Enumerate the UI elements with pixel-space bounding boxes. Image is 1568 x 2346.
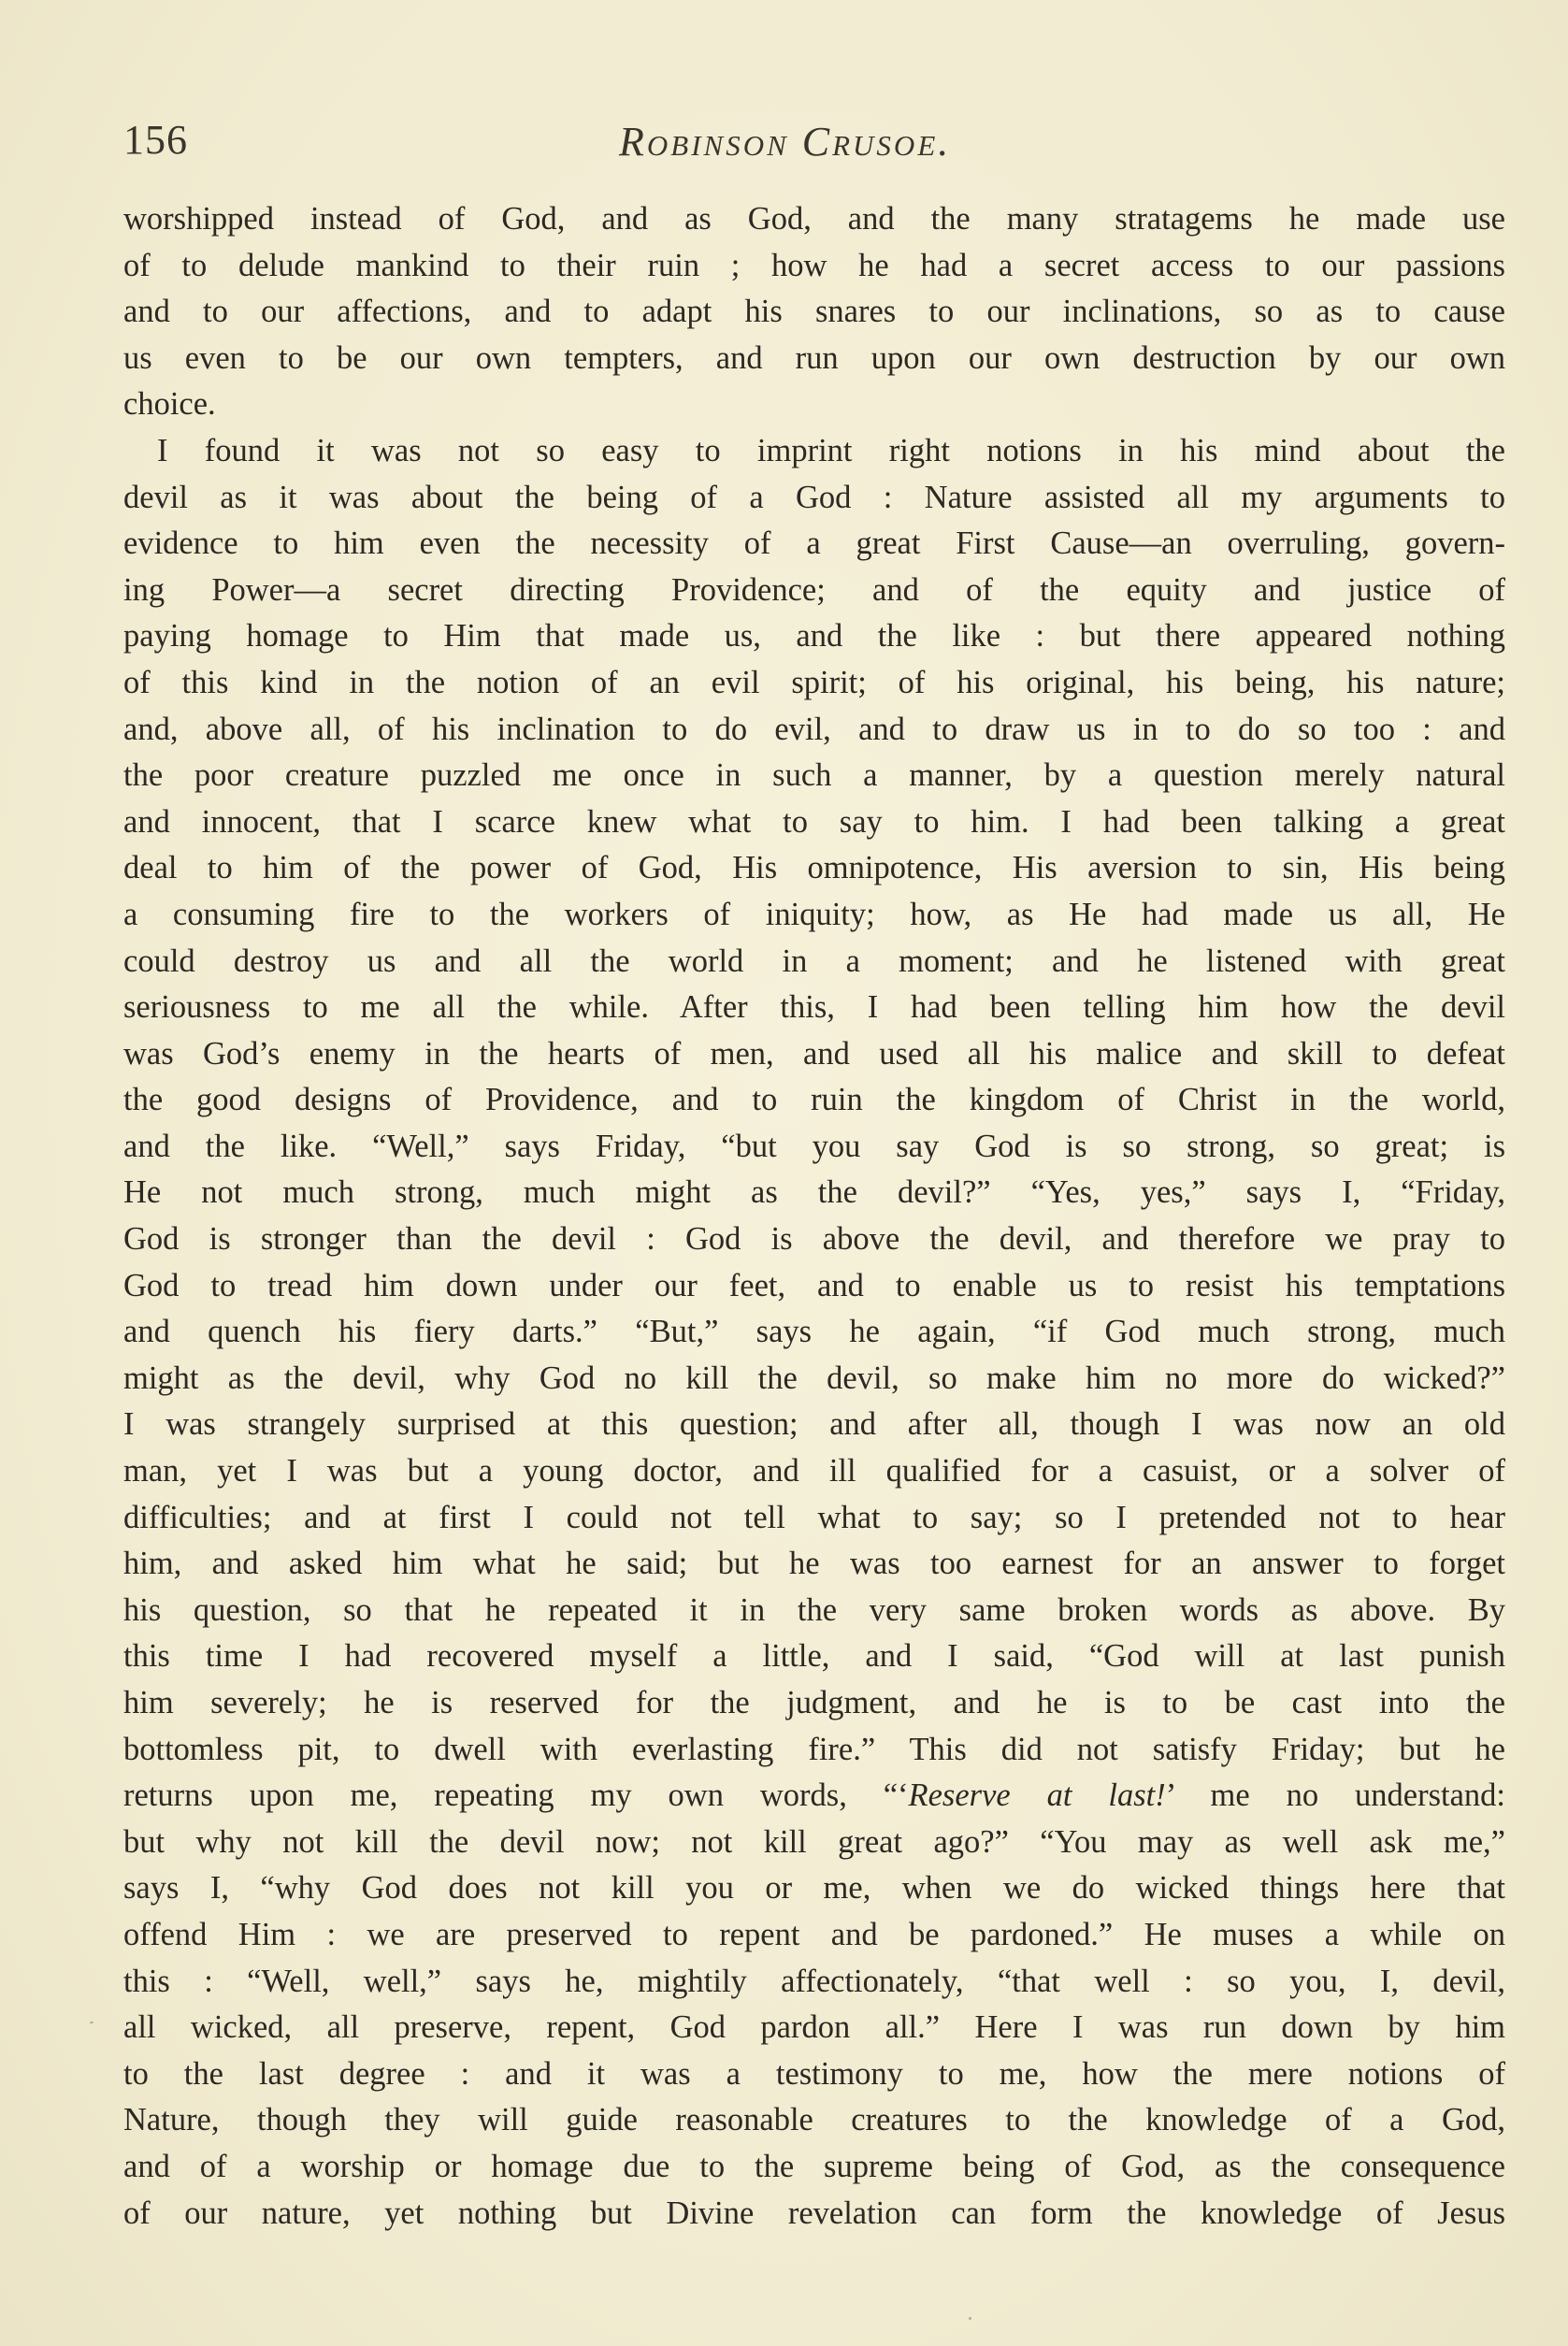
text-line: and the like. “Well,” says Friday, “but you say God is so strong, so great; is bbox=[123, 1128, 1505, 1164]
page-number: 156 bbox=[123, 117, 188, 163]
text-line: a consuming fire to the workers of iniquity; how, as He had made us all, He bbox=[123, 896, 1505, 932]
text-line: to the last degree : and it was a testimony to me, how the mere notions of bbox=[123, 2055, 1505, 2092]
text-line: difficulties; and at first I could not tell what to say; so I pretended not to hear bbox=[123, 1499, 1505, 1535]
text-line: seriousness to me all the while. After this, I had been telling him how the devil bbox=[123, 989, 1505, 1026]
text-line: this : “Well, well,” says he, mightily affectionately, “that well : so you, I, devil, bbox=[123, 1963, 1505, 1999]
text-line: was God’s enemy in the hearts of men, and used all his malice and skill to defeat bbox=[123, 1035, 1505, 1072]
text-line: the poor creature puzzled me once in such a manner, by a question merely natural bbox=[123, 757, 1505, 794]
paper-speck bbox=[90, 2022, 94, 2023]
text-line: Nature, though they will guide reasonable creatures to the knowledge of a God, bbox=[123, 2102, 1505, 2138]
body-text bbox=[123, 196, 1505, 2237]
text-line: worshipped instead of God, and as God, and the many stratagems he made use bbox=[123, 201, 1505, 237]
text-line: of our nature, yet nothing but Divine revelation can form the knowledge of Jesus bbox=[123, 2195, 1505, 2231]
text-line: God is stronger than the devil : God is above the devil, and therefore we pray to bbox=[123, 1221, 1505, 1258]
text-line: could destroy us and all the world in a moment; and he listened with great bbox=[123, 943, 1505, 979]
text-line: and quench his fiery darts.” “But,” says he again, “if God much strong, much bbox=[123, 1314, 1505, 1350]
text-line: but why not kill the devil now; not kill great ago?” “You may as well ask me,” bbox=[123, 1823, 1505, 1860]
text-line: ing Power—a secret directing Providence; and of the equity and justice of bbox=[123, 571, 1505, 608]
text-line: I found it was not so easy to imprint right notions in his mind about the bbox=[157, 432, 1505, 468]
text-line: says I, “why God does not kill you or me, when we do wicked things here that bbox=[123, 1870, 1505, 1907]
text-line: of this kind in the notion of an evil spirit; of his original, his being, his nature; bbox=[123, 664, 1505, 700]
text-line: choice. bbox=[123, 386, 216, 423]
text-line: him severely; he is reserved for the judgment, and he is to be cast into the bbox=[123, 1685, 1505, 1720]
text-line: might as the devil, why God no kill the devil, so make him no more do wicked?” bbox=[123, 1360, 1505, 1396]
text-line: devil as it was about the being of a God : Nature assisted all my arguments to bbox=[123, 479, 1505, 515]
text-line: deal to him of the power of God, His omnipotence, His aversion to sin, His being bbox=[123, 850, 1505, 886]
text-line: us even to be our own tempters, and run upon our own destruction by our own bbox=[123, 339, 1505, 376]
text-line: paying homage to Him that made us, and the like : but there appeared nothing bbox=[123, 618, 1505, 655]
running-title: Robinson Crusoe. bbox=[619, 119, 952, 165]
text-line: I was strangely surprised at this question; and after all, though I was now an old bbox=[123, 1406, 1505, 1443]
text-line: returns upon me, repeating my own words, “‘Reserve at last!’ me no understand: bbox=[123, 1777, 1505, 1814]
text-line: him, and asked him what he said; but he was too earnest for an answer to forget bbox=[123, 1546, 1505, 1582]
page-header bbox=[123, 105, 1507, 170]
text-line: evidence to him even the necessity of a great First Cause—an overruling, govern- bbox=[123, 525, 1505, 562]
text-line: bottomless pit, to dwell with everlasting fire.” This did not satisfy Friday; but he bbox=[123, 1731, 1505, 1767]
text-line: the good designs of Providence, and to ruin the kingdom of Christ in the world, bbox=[123, 1082, 1505, 1118]
text-line: and of a worship or homage due to the supreme being of God, as the consequence bbox=[123, 2148, 1505, 2184]
text-line: his question, so that he repeated it in the very same broken words as above. By bbox=[123, 1591, 1505, 1628]
text-line: He not much strong, much might as the devil?” “Yes, yes,” says I, “Friday, bbox=[123, 1174, 1505, 1211]
text-line: of to delude mankind to their ruin ; how he had a secret access to our passions bbox=[123, 247, 1505, 283]
text-line: offend Him : we are preserved to repent and be pardoned.” He muses a while on bbox=[123, 1916, 1505, 1952]
text-line: and innocent, that I scarce knew what to say to him. I had been talking a great bbox=[123, 803, 1505, 840]
text-line: and, above all, of his inclination to do evil, and to draw us in to do so too : and bbox=[123, 711, 1505, 747]
text-line: all wicked, all preserve, repent, God pardon all.” Here I was run down by him bbox=[123, 2009, 1505, 2046]
text-line: this time I had recovered myself a little, and I said, “God will at last punish bbox=[123, 1638, 1505, 1675]
text-line: man, yet I was but a young doctor, and ill qualified for a casuist, or a solver of bbox=[123, 1453, 1505, 1490]
text-line: and to our affections, and to adapt his snares to our inclinations, so as to cause bbox=[123, 294, 1505, 330]
text-line: God to tread him down under our feet, and to enable us to resist his temptations bbox=[123, 1267, 1505, 1303]
paper-speck bbox=[969, 2317, 971, 2320]
